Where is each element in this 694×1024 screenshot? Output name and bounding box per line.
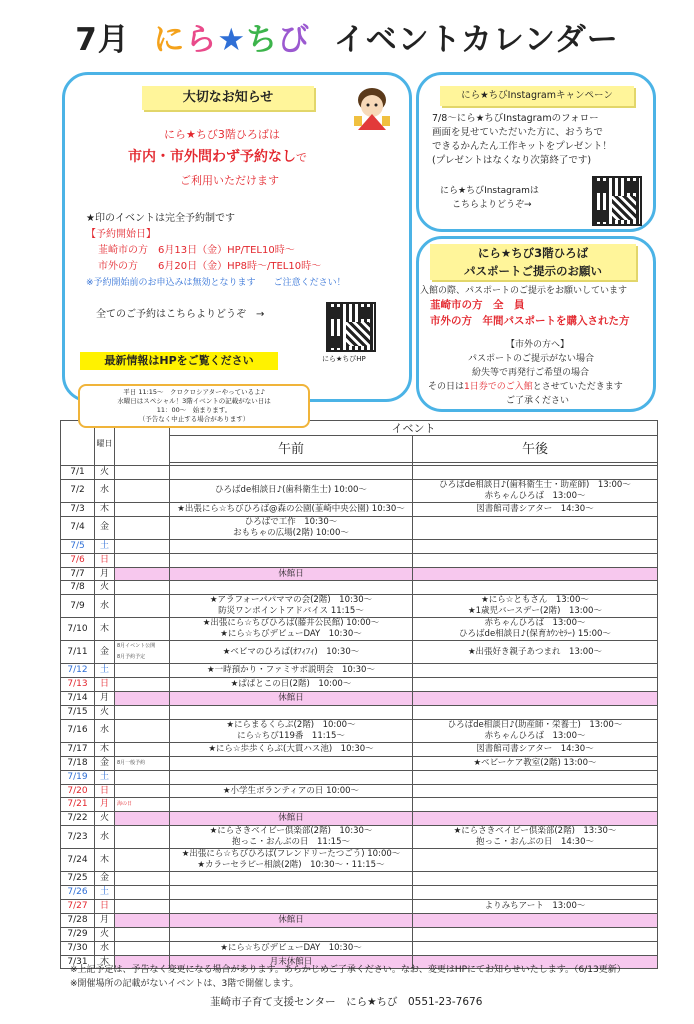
row-date: 7/15 (61, 706, 95, 720)
row-am-event: 月末休館日 (170, 955, 413, 969)
row-note (115, 539, 170, 553)
row-pm-event: ひろばde相談日♪(助産師・栄養士) 13:00～ 赤ちゃんひろば 13:00～ (413, 719, 658, 742)
row-pm-event (413, 798, 658, 812)
row-pm-event: よりみちアート 13:00～ (413, 900, 658, 914)
row-am-event: ひろばで工作 10:30～ おもちゃの広場(2階) 10:00～ (170, 516, 413, 539)
title-brand-3: ち (246, 22, 279, 58)
row-note (115, 664, 170, 678)
table-row (61, 770, 658, 784)
row-date: 7/21 (61, 798, 95, 812)
row-weekday: 月 (95, 798, 115, 812)
row-weekday: 木 (95, 502, 115, 516)
title-month: 7月 (75, 22, 130, 58)
title-brand-4: び (278, 22, 311, 58)
row-weekday: 金 (95, 641, 115, 664)
row-note (115, 502, 170, 516)
row-weekday: 火 (95, 706, 115, 720)
table-row (61, 692, 658, 706)
row-note (115, 886, 170, 900)
table-row (61, 872, 658, 886)
row-weekday: 水 (95, 719, 115, 742)
instagram-body-1: 7/8～にら★ちびInstagramのフォロー (432, 113, 599, 124)
notice-line2: 市内・市外問わず予約なしで (128, 149, 307, 165)
row-pm-event (413, 706, 658, 720)
table-row (61, 756, 658, 770)
table-row (61, 516, 658, 539)
row-weekday: 日 (95, 900, 115, 914)
row-weekday: 水 (95, 479, 115, 502)
row-am-event (170, 539, 413, 553)
row-pm-event (413, 567, 658, 581)
table-row (61, 927, 658, 941)
instagram-body-2: 画面を見せていただいた方に、おうちで (432, 127, 603, 138)
city-start: 韮崎市の方 6月13日（金）HP/TEL10時～ (98, 245, 295, 256)
row-note: 海の日 (115, 798, 170, 812)
am-header: 午前 (170, 436, 413, 463)
row-note (115, 900, 170, 914)
row-am-event: 休館日 (170, 692, 413, 706)
passport-body-2: 紛失等で再発行ご希望の場合 (472, 368, 590, 378)
table-row (61, 900, 658, 914)
row-pm-event (413, 539, 658, 553)
row-weekday: 日 (95, 678, 115, 692)
table-row (61, 466, 658, 480)
row-weekday: 土 (95, 539, 115, 553)
row-note: 8月一般予約 (115, 756, 170, 770)
row-weekday: 土 (95, 664, 115, 678)
row-weekday: 月 (95, 913, 115, 927)
row-date: 7/27 (61, 900, 95, 914)
row-note (115, 872, 170, 886)
title-rest: イベントカレンダー (333, 22, 619, 58)
table-row (61, 719, 658, 742)
row-weekday: 金 (95, 756, 115, 770)
instagram-qr-code[interactable] (592, 176, 642, 226)
row-note (115, 595, 170, 618)
row-note (115, 913, 170, 927)
row-am-event: ★小学生ボランティアの日 10:00～ (170, 784, 413, 798)
row-am-event: 休館日 (170, 812, 413, 826)
instagram-body-4: (プレゼントはなくなり次第終了です) (432, 155, 592, 166)
row-pm-event (413, 516, 658, 539)
passport-outside: 市外の方 年間パスポートを購入された方 (430, 315, 630, 327)
row-weekday: 水 (95, 826, 115, 849)
row-pm-event (413, 664, 658, 678)
passport-body-1: パスポートのご提示がない場合 (468, 354, 595, 364)
row-pm-event (413, 927, 658, 941)
row-weekday: 火 (95, 466, 115, 480)
row-date: 7/13 (61, 678, 95, 692)
pm-header: 午後 (413, 436, 658, 463)
events-header: イベント (170, 421, 658, 436)
row-am-event: ★にらさきベイビー倶楽部(2階) 10:30～ 抱っこ・おんぶの日 11:15～ (170, 826, 413, 849)
table-row (61, 567, 658, 581)
row-am-event: ★にら☆歩歩くらぶ(大貫ハス池) 10:30～ (170, 742, 413, 756)
row-note (115, 826, 170, 849)
row-pm-event (413, 553, 658, 567)
passport-outside-head: 【市外の方へ】 (506, 340, 570, 350)
row-note (115, 678, 170, 692)
row-date: 7/19 (61, 770, 95, 784)
row-am-event: ★出張にら☆ちびひろば(フレンドリーたつごう) 10:00～ ★カラーセラピー相談(2階) 10:30～・11:15～ (170, 849, 413, 872)
row-weekday: 木 (95, 955, 115, 969)
row-weekday: 金 (95, 872, 115, 886)
table-row (61, 502, 658, 516)
row-note (115, 618, 170, 641)
row-note (115, 567, 170, 581)
row-weekday: 火 (95, 581, 115, 595)
row-pm-event (413, 581, 658, 595)
table-row (61, 849, 658, 872)
row-am-event (170, 581, 413, 595)
row-note (115, 927, 170, 941)
row-am-event (170, 900, 413, 914)
row-date: 7/22 (61, 812, 95, 826)
footer-note-2: ※開催場所の記載がないイベントは、3階で開催します。 (70, 979, 299, 989)
row-date: 7/4 (61, 516, 95, 539)
table-row (61, 641, 658, 664)
notice-line1: にら★ちび3階ひろばは (164, 128, 280, 141)
row-date: 7/17 (61, 742, 95, 756)
notice-header: 大切なお知らせ (142, 86, 314, 110)
start-label: 【予約開始日】 (86, 229, 156, 240)
notice-line3: ご利用いただけます (180, 174, 279, 187)
row-date: 7/18 (61, 756, 95, 770)
row-am-event (170, 706, 413, 720)
weekday-header: 曜日 (95, 421, 115, 466)
row-date: 7/14 (61, 692, 95, 706)
row-am-event: ★にらまるくらぶ(2階) 10:00～ にら☆ちび119番 11:15～ (170, 719, 413, 742)
outside-start: 市外の方 6月20日（金）HP8時～/TEL10時～ (98, 261, 322, 272)
passport-city: 韮崎市の方 全 員 (430, 299, 525, 311)
row-date: 7/9 (61, 595, 95, 618)
row-date: 7/25 (61, 872, 95, 886)
table-row (61, 581, 658, 595)
row-note (115, 812, 170, 826)
table-row (61, 941, 658, 955)
row-pm-event: ★出張好き親子あつまれ 13:00～ (413, 641, 658, 664)
row-date: 7/10 (61, 618, 95, 641)
row-weekday: 土 (95, 886, 115, 900)
reserve-note: ★印のイベントは完全予約制です (86, 213, 235, 224)
title-brand-1: に (153, 22, 186, 58)
row-weekday: 土 (95, 770, 115, 784)
row-date: 7/20 (61, 784, 95, 798)
row-date: 7/11 (61, 641, 95, 664)
row-pm-event (413, 784, 658, 798)
row-date: 7/3 (61, 502, 95, 516)
row-pm-event: 赤ちゃんひろば 13:00～ ひろばde相談日♪(保育ｶｳﾝｾﾗｰ) 15:00～ (413, 618, 658, 641)
table-row (61, 826, 658, 849)
row-weekday: 木 (95, 849, 115, 872)
footer-center: 韮崎市子育て支援センター にら★ちび 0551-23-7676 (210, 996, 483, 1008)
row-note (115, 770, 170, 784)
row-pm-event (413, 913, 658, 927)
row-date: 7/1 (61, 466, 95, 480)
table-row (61, 886, 658, 900)
row-weekday: 水 (95, 595, 115, 618)
title-brand-2: ら (185, 22, 218, 58)
table-row (61, 678, 658, 692)
row-am-event (170, 927, 413, 941)
row-am-event (170, 798, 413, 812)
row-am-event (170, 872, 413, 886)
reserve-link[interactable]: 全てのご予約はこちらよりどうぞ → (96, 309, 265, 320)
row-pm-event: 図書館司書シアター 14:30～ (413, 502, 658, 516)
row-note (115, 941, 170, 955)
row-date: 7/8 (61, 581, 95, 595)
row-pm-event (413, 466, 658, 480)
hp-qr-code[interactable] (326, 302, 376, 352)
passport-body-4: ご了承ください (506, 396, 570, 406)
row-pm-event (413, 872, 658, 886)
row-note (115, 706, 170, 720)
row-note (115, 849, 170, 872)
table-row (61, 706, 658, 720)
row-am-event (170, 756, 413, 770)
table-row (61, 913, 658, 927)
row-am-event (170, 886, 413, 900)
row-am-event: ひろばde相談日♪(歯科衛生士) 10:00～ (170, 479, 413, 502)
row-weekday: 水 (95, 941, 115, 955)
row-weekday: 金 (95, 516, 115, 539)
row-note (115, 479, 170, 502)
table-row (61, 553, 658, 567)
row-date: 7/12 (61, 664, 95, 678)
row-note (115, 742, 170, 756)
row-pm-event: ★にら☆ともさん 13:00～ ★1歳児バースデー(2階) 13:00～ (413, 595, 658, 618)
row-weekday: 木 (95, 742, 115, 756)
event-calendar-table (60, 420, 658, 969)
table-row (61, 742, 658, 756)
row-weekday: 月 (95, 567, 115, 581)
row-am-event: ★アラフォーパパママの会(2階) 10:30～ 防災ワンポイントアドバイス 11:15～ (170, 595, 413, 618)
row-note: 8月イベント公開 8月予約予定 (115, 641, 170, 664)
row-weekday: 火 (95, 927, 115, 941)
row-date: 7/5 (61, 539, 95, 553)
page-title (0, 14, 694, 64)
row-weekday: 日 (95, 553, 115, 567)
row-weekday: 日 (95, 784, 115, 798)
row-weekday: 月 (95, 692, 115, 706)
theater-bubble: 平日 11:15～ クロクロシアターやっているよ♪ 水曜日はスペシャル！3階イベントの記載がない日は 11：00～ 始まります。 （予告なく中止する場合があります） (78, 384, 310, 428)
row-date: 7/7 (61, 567, 95, 581)
row-pm-event (413, 812, 658, 826)
row-pm-event (413, 849, 658, 872)
instagram-link-1: にら★ちびInstagramは (440, 186, 539, 196)
qr-caption: にら★ちびHP (322, 355, 366, 363)
instagram-body-3: できるかんたん工作キットをプレゼント！ (432, 141, 612, 152)
instagram-header: にら★ちびInstagramキャンペーン (440, 86, 634, 106)
passport-body-3: その日は1日券でのご入館とさせていただきます (428, 382, 623, 392)
table-row (61, 664, 658, 678)
row-pm-event (413, 886, 658, 900)
row-pm-event: ひろばde相談日♪(歯科衛生士・助産師) 13:00～ 赤ちゃんひろば 13:00～ (413, 479, 658, 502)
row-pm-event: ★にらさきベイビー倶楽部(2階) 13:30～ 抱っこ・おんぶの日 14:30～ (413, 826, 658, 849)
row-pm-event (413, 941, 658, 955)
row-date: 7/6 (61, 553, 95, 567)
instagram-link-2[interactable]: こちらよりどうぞ→ (452, 200, 532, 210)
row-date: 7/31 (61, 955, 95, 969)
row-pm-event (413, 692, 658, 706)
row-date: 7/26 (61, 886, 95, 900)
row-weekday: 火 (95, 812, 115, 826)
row-pm-event (413, 770, 658, 784)
passport-header: にら★ちび3階ひろば パスポートご提示のお願い (430, 244, 636, 280)
row-am-event (170, 770, 413, 784)
invalid-note: ※予約開始前のお申込みは無効となります ご注意ください！ (86, 278, 346, 288)
row-note (115, 553, 170, 567)
row-date: 7/23 (61, 826, 95, 849)
passport-intro: 入館の際、パスポートのご提示をお願いしています (420, 286, 628, 296)
row-note (115, 581, 170, 595)
table-row (61, 595, 658, 618)
table-row (61, 812, 658, 826)
row-date: 7/2 (61, 479, 95, 502)
row-am-event: ★出張にら☆ちびひろば@森の公園(韮崎中央公園) 10:30～ (170, 502, 413, 516)
mascot-icon (350, 86, 394, 132)
table-row (61, 539, 658, 553)
footer-note-1: ※上記予定は、予告なく変更になる場合があります。あらかじめご了承ください。なお、変更はHPにてお知らせいたします。（6/13更新） (70, 965, 626, 975)
row-am-event (170, 553, 413, 567)
table-row (61, 784, 658, 798)
row-note (115, 784, 170, 798)
row-am-event (170, 466, 413, 480)
row-date: 7/24 (61, 849, 95, 872)
row-date: 7/28 (61, 913, 95, 927)
row-note (115, 692, 170, 706)
row-am-event: ★にら☆ちびデビューDAY 10:30～ (170, 941, 413, 955)
row-note (115, 719, 170, 742)
row-am-event: 休館日 (170, 913, 413, 927)
row-note (115, 466, 170, 480)
row-am-event: ★出張にら☆ちびひろば(藤井公民館) 10:00～ ★にら☆ちびデビューDAY 10:30～ (170, 618, 413, 641)
row-am-event: ★ぱぱとこの日(2階) 10:00～ (170, 678, 413, 692)
row-date: 7/29 (61, 927, 95, 941)
row-am-event: 休館日 (170, 567, 413, 581)
row-date: 7/30 (61, 941, 95, 955)
row-note (115, 516, 170, 539)
row-date: 7/16 (61, 719, 95, 742)
row-pm-event (413, 678, 658, 692)
row-am-event: ★一時預かり・ファミサポ説明会 10:30～ (170, 664, 413, 678)
title-brand-star: ★ (217, 22, 247, 58)
row-pm-event: 図書館司書シアター 14:30～ (413, 742, 658, 756)
table-row (61, 479, 658, 502)
table-row (61, 798, 658, 812)
row-am-event: ★ベビマのひろば(ｵﾌｨﾌｨ) 10:30～ (170, 641, 413, 664)
table-row (61, 618, 658, 641)
row-pm-event: ★ベビーケア教室(2階) 13:00～ (413, 756, 658, 770)
hp-banner: 最新情報はHPをご覧ください (80, 352, 278, 370)
row-weekday: 木 (95, 618, 115, 641)
